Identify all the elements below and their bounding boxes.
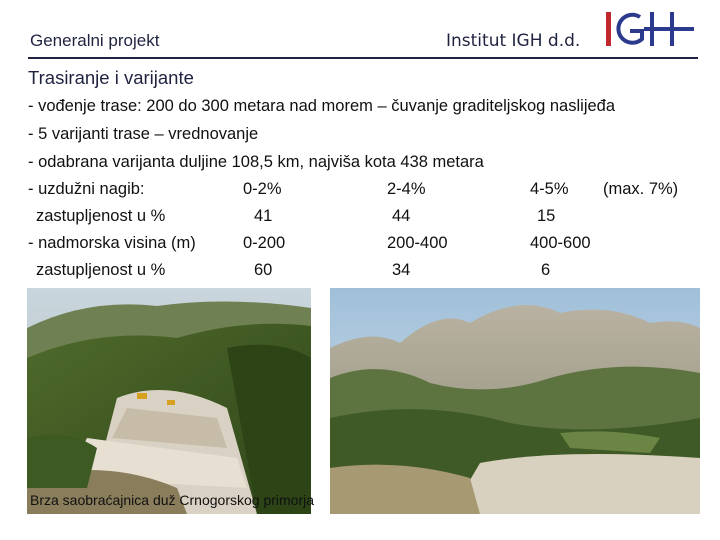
igh-logo-icon [600, 9, 696, 51]
altitude-label: - nadmorska visina (m) [28, 234, 196, 252]
slope-label: - uzdužni nagib: [28, 180, 145, 198]
slope-range-3: 4-5% [530, 180, 569, 198]
altitude-range-2: 200-400 [387, 234, 448, 252]
photo-caption: Brza saobraćajnica duž Crnogorskog primorja [30, 492, 315, 508]
bullet-selected-variant: - odabrana varijanta duljine 108,5 km, najviša kota 438 metara [28, 153, 484, 171]
bullet-variants: - 5 varijanti trase – vrednovanje [28, 125, 259, 143]
header-institute-label: Institut IGH d.d. [446, 31, 581, 51]
slope-range-2: 2-4% [387, 180, 426, 198]
slope-share-2: 44 [392, 207, 411, 225]
altitude-share-label: zastupljenost u % [36, 261, 166, 279]
bullet-route: - vođenje trase: 200 do 300 metara nad morem – čuvanje graditeljskog naslijeđa [28, 97, 616, 115]
header-project-label: Generalni projekt [30, 31, 160, 50]
altitude-share-2: 34 [392, 261, 411, 279]
slide-title: Trasiranje i varijante [28, 67, 194, 88]
header-divider [28, 57, 698, 59]
altitude-share-3: 6 [541, 261, 551, 279]
slope-max-note: (max. 7%) [603, 180, 679, 198]
altitude-share-1: 60 [254, 261, 273, 279]
slope-share-3: 15 [537, 207, 556, 225]
slope-share-label: zastupljenost u % [36, 207, 166, 225]
altitude-range-1: 0-200 [243, 234, 286, 252]
construction-site-photo [27, 288, 311, 514]
mountain-valley-photo [330, 288, 700, 514]
slope-range-1: 0-2% [243, 180, 282, 198]
slope-share-1: 41 [254, 207, 273, 225]
altitude-range-3: 400-600 [530, 234, 591, 252]
